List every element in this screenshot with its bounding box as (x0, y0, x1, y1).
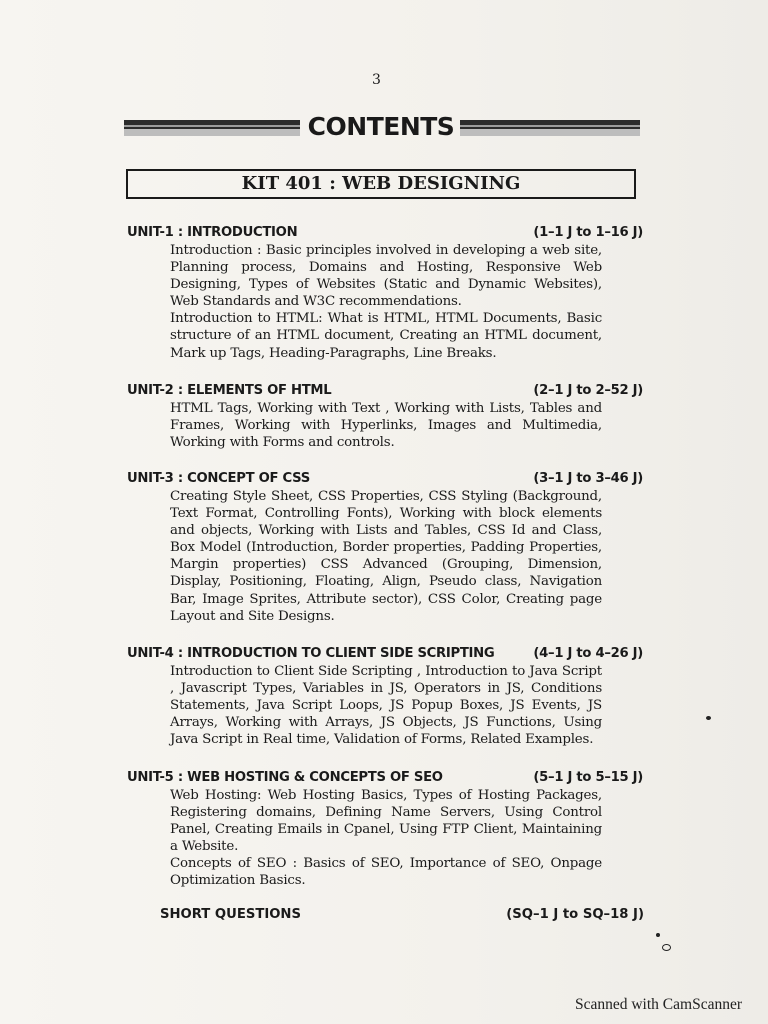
unit-3-section (127, 470, 643, 625)
contents-title: CONTENTS (307, 112, 455, 141)
unit-heading (127, 470, 643, 488)
banner-bar-left (124, 120, 300, 136)
subject-title-box (126, 169, 636, 199)
unit-heading (127, 645, 643, 663)
unit-paragraph: Introduction : Basic principles involved in developing a web site, Planning process, Domains and Hosting, Responsive Web Designing, Types of Websites (Static and Dynamic Websites), Web Standards and W3C recommendations. (170, 243, 602, 310)
scan-speck (706, 716, 711, 720)
unit-paragraph: Introduction to HTML: What is HTML, HTML Documents, Basic structure of an HTML document, Creating an HTML document, Mark up Tags, Heading-Paragraphs, Line Breaks. (170, 311, 602, 361)
page-number: 3 (372, 72, 381, 88)
short-questions-page-range: (SQ–1 J to SQ–18 J) (506, 907, 644, 922)
scan-speck (662, 944, 671, 951)
unit-description (170, 400, 602, 451)
banner-bar-right (460, 120, 640, 136)
unit-title: UNIT-5 : WEB HOSTING & CONCEPTS OF SEO (127, 770, 443, 785)
unit-page-range: (5–1 J to 5–15 J) (533, 770, 643, 785)
scan-speck (656, 933, 660, 937)
scanner-watermark: Scanned with CamScanner (574, 996, 742, 1013)
unit-2-section (127, 382, 643, 451)
unit-page-range: (2–1 J to 2–52 J) (533, 383, 643, 398)
unit-paragraph: Concepts of SEO : Basics of SEO, Importance of SEO, Onpage Optimization Basics. (170, 856, 602, 889)
unit-5-section (127, 769, 643, 890)
unit-page-range: (4–1 J to 4–26 J) (533, 646, 643, 661)
unit-heading (127, 769, 643, 787)
unit-paragraph: Web Hosting: Web Hosting Basics, Types of Hosting Packages, Registering domains, Defining Name Servers, Using Control Panel, Creating Emails in Cpanel, Using FTP Client, Maintaining a Website. (170, 788, 602, 855)
unit-title: UNIT-1 : INTRODUCTION (127, 225, 298, 240)
unit-description (170, 242, 602, 362)
unit-description (170, 663, 602, 748)
unit-page-range: (1–1 J to 1–16 J) (533, 225, 643, 240)
unit-title: UNIT-3 : CONCEPT OF CSS (127, 471, 310, 486)
subject-title: KIT 401 : WEB DESIGNING (241, 173, 521, 194)
unit-1-section (127, 224, 643, 362)
contents-banner (124, 114, 640, 144)
unit-paragraph: Introduction to Client Side Scripting , Introduction to Java Script , Javascript Types, Variables in JS, Operators in JS, Conditions Statements, Java Script Loops, JS Popup Boxes, JS Events, JS Arrays, Working with Arrays, JS Objects, JS Functions, Using Java Script in Real time, Validation of Forms, Related Examples. (170, 664, 602, 748)
unit-heading (127, 382, 643, 400)
unit-description (170, 787, 602, 890)
unit-4-section (127, 645, 643, 748)
unit-title: UNIT-4 : INTRODUCTION TO CLIENT SIDE SCRIPTING (127, 646, 495, 661)
short-questions-title: SHORT QUESTIONS (160, 907, 301, 922)
short-questions-row (160, 907, 644, 922)
unit-paragraph: Creating Style Sheet, CSS Properties, CSS Styling (Background, Text Format, Controlling Fonts), Working with block elements and objects, Working with Lists and Tables, CSS Id and Class, Box Model (Introduction, Border properties, Padding Properties, Margin properties) CSS Advanced (Grouping, Dimension, Display, Positioning, Floating, Align, Pseudo class, Navigation Bar, Image Sprites, Attribute sector), CSS Color, Creating page Layout and Site Designs. (170, 489, 602, 624)
unit-page-range: (3–1 J to 3–46 J) (533, 471, 643, 486)
unit-title: UNIT-2 : ELEMENTS OF HTML (127, 383, 332, 398)
unit-heading (127, 224, 643, 242)
unit-description (170, 488, 602, 625)
unit-paragraph: HTML Tags, Working with Text , Working with Lists, Tables and Frames, Working with Hyperlinks, Images and Multimedia, Working with Forms and controls. (170, 401, 602, 451)
